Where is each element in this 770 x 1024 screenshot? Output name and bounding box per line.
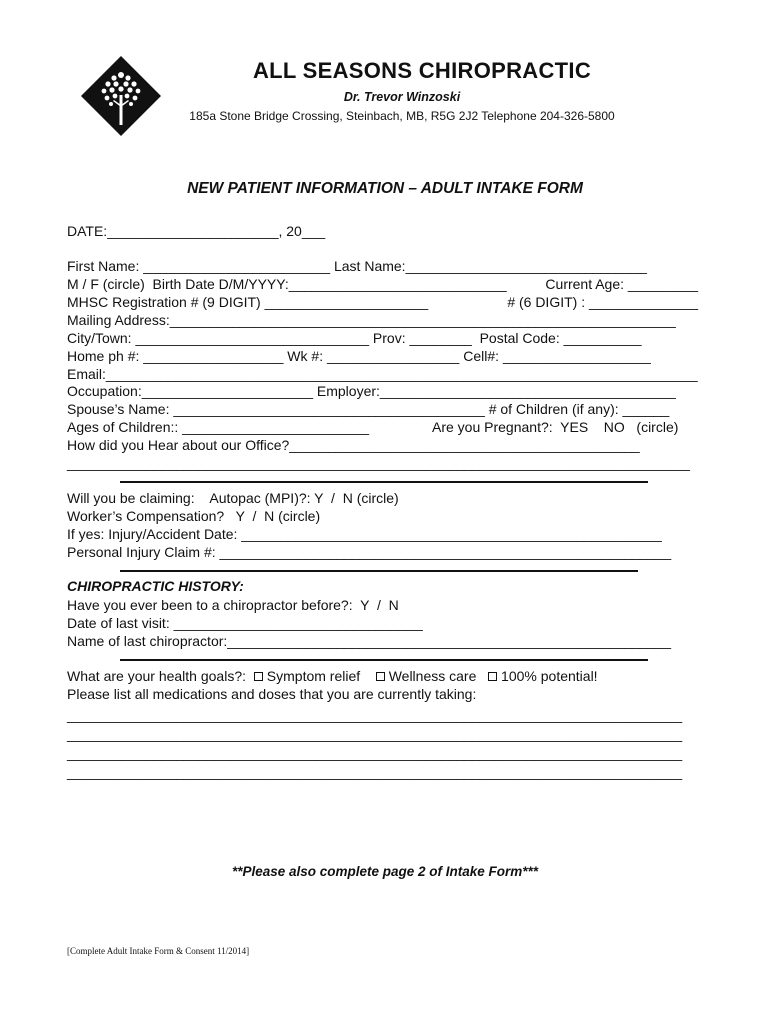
full-potential-label: 100% potential! [501, 668, 598, 684]
city-prov-postal-field[interactable]: City/Town: ______________________________ Prov: ________ Postal Code: __________ [67, 330, 642, 346]
full-potential-checkbox[interactable] [488, 672, 497, 681]
form-version-footer: [Complete Adult Intake Form & Consent 11/2014] [67, 946, 250, 956]
symptom-relief-checkbox[interactable] [254, 672, 263, 681]
current-age-field[interactable]: Current Age: _________ [545, 276, 698, 292]
last-visit-field[interactable]: Date of last visit: ________________________________ [67, 615, 423, 631]
section-divider [120, 570, 638, 572]
mhsc-field[interactable]: MHSC Registration # (9 DIGIT) _____________________ [67, 294, 429, 310]
referral-source-blank[interactable]: ________________________________________________________________________________ [67, 455, 690, 471]
six-digit-field[interactable]: # (6 DIGIT) : ______________ [507, 294, 698, 310]
name-field[interactable]: First Name: ________________________ Last Name:_______________________________ [67, 258, 647, 274]
email-field[interactable]: Email:____________________________________________________________________________ [67, 366, 698, 382]
health-goals-row [67, 668, 598, 685]
chiropractic-history-heading: CHIROPRACTIC HISTORY: [67, 578, 244, 594]
clinic-name: ALL SEASONS CHIROPRACTIC [252, 58, 592, 83]
doctor-name: Dr. Trevor Winzoski [343, 90, 461, 104]
personal-injury-claim-field[interactable]: Personal Injury Claim #: __________________________________________________________ [67, 544, 672, 560]
wellness-care-label: Wellness care [388, 668, 477, 684]
date-field[interactable]: DATE:______________________, 20___ [67, 223, 326, 239]
health-goals-label: What are your health goals?: [67, 668, 246, 684]
chiropractor-before-field[interactable]: Have you ever been to a chiropractor before?: Y / N [67, 597, 399, 613]
medications-line[interactable]: _______________________________________________________________________________ [67, 707, 683, 723]
medications-prompt: Please list all medications and doses that you are currently taking: [67, 686, 477, 702]
autopac-claim-field[interactable]: Will you be claiming: Autopac (MPI)?: Y / N (circle) [67, 490, 399, 506]
sex-birthdate-field[interactable]: M / F (circle) Birth Date D/M/YYYY:____________________________ [67, 276, 507, 292]
section-divider [120, 659, 648, 661]
referral-source-field[interactable]: How did you Hear about our Office?_____________________________________________ [67, 437, 640, 453]
medications-line[interactable]: _______________________________________________________________________________ [67, 764, 683, 780]
wellness-care-checkbox[interactable] [376, 672, 385, 681]
page-two-note: **Please also complete page 2 of Intake Form*** [231, 864, 539, 879]
last-chiropractor-field[interactable]: Name of last chiropractor:_________________________________________________________ [67, 633, 672, 649]
medications-line[interactable]: _______________________________________________________________________________ [67, 745, 683, 761]
tree-diamond-logo [80, 55, 162, 137]
phone-field[interactable]: Home ph #: __________________ Wk #: _________________ Cell#: ___________________ [67, 348, 651, 364]
pregnant-field[interactable]: Are you Pregnant?: YES NO (circle) [432, 419, 679, 435]
clinic-address: 185a Stone Bridge Crossing, Steinbach, MB, R5G 2J2 Telephone 204-326-5800 [189, 109, 615, 123]
section-divider [120, 481, 648, 483]
children-ages-field[interactable]: Ages of Children:: ________________________ [67, 419, 370, 435]
form-title: NEW PATIENT INFORMATION – ADULT INTAKE FORM [187, 180, 583, 197]
injury-date-field[interactable]: If yes: Injury/Accident Date: ______________________________________________________ [67, 526, 662, 542]
mailing-address-field[interactable]: Mailing Address:_________________________________________________________________ [67, 312, 676, 328]
spouse-children-field[interactable]: Spouse’s Name: ________________________________________ # of Children (if any): ______ [67, 401, 670, 417]
workers-comp-field[interactable]: Worker’s Compensation? Y / N (circle) [67, 508, 321, 524]
occupation-employer-field[interactable]: Occupation:______________________ Employer:______________________________________ [67, 383, 676, 399]
symptom-relief-label: Symptom relief [266, 668, 361, 684]
medications-line[interactable]: _______________________________________________________________________________ [67, 726, 683, 742]
